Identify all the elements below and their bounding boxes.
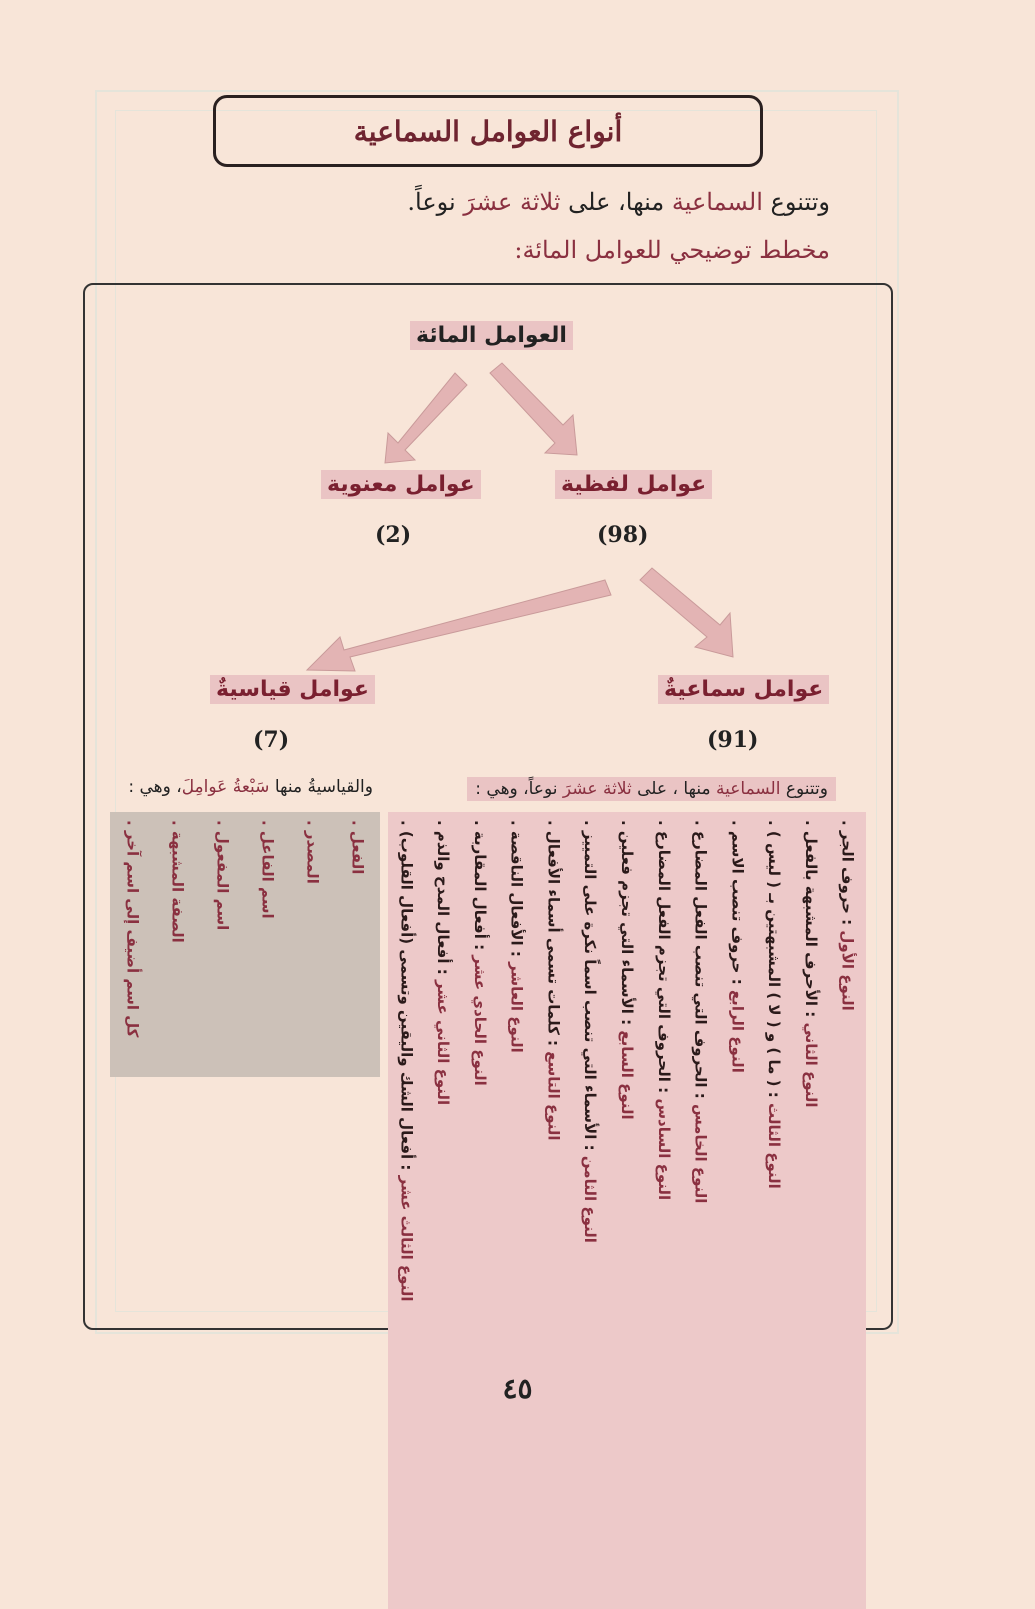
desc-text: منها ، على [631,779,716,799]
samaiya-type-ordinal: النوع الثالث عشر [397,1175,416,1302]
count-manawiya: (2) [375,522,412,548]
samaiya-type-ordinal: النوع الحادي عشر [470,955,489,1086]
samaiya-type-ordinal: النوع السادس [654,1098,673,1201]
page-title [213,95,763,167]
samaiya-type-ordinal: النوع السابع [618,1030,636,1120]
samaiya-type-item [728,820,747,1073]
intro-accent: ثلاثة عشرَ [463,188,561,216]
node-root [410,323,573,348]
samaiya-type-item [619,820,634,1120]
arrow-to-qiyasiya [307,580,611,671]
samaiya-type-ordinal: النوع العاشر [507,962,526,1053]
qiyasiya-description [128,777,373,797]
desc-text: وتتنوع [780,779,828,799]
samaiya-types-panel [388,812,866,1609]
node-manawiya-label: عوامل معنوية [321,470,481,499]
samaiya-type-text: : الأحرف المشبهة بالفعل . [801,820,820,1023]
samaiya-type-text: : الأسماء التي تجزم فعلين . [618,820,636,1031]
qiyasiya-type-item: اسم المفعول . [213,820,232,931]
samaiya-type-ordinal: النوع الثاني [801,1022,820,1108]
desc-accent: ثلاثة عشرَ [562,779,632,799]
samaiya-type-item [693,820,708,1203]
samaiya-type-item [509,820,524,1053]
node-samaiya [658,677,829,702]
qiyasiya-type-item: الصفة المشبهة . [168,820,187,943]
arrow-to-lafziya [490,363,577,455]
samaiya-type-text: : الحروف التي تنصب الفعل المضارع . [691,820,710,1104]
samaiya-type-ordinal: النوع الرابع [728,989,747,1073]
samaiya-type-item [544,820,563,1141]
qiyasiya-type-item: اسم الفاعل . [258,820,277,919]
samaiya-type-item [472,820,487,1086]
node-qiyasiya-label: عوامل قياسيةٌ [210,675,375,704]
desc-accent: السماعية [716,779,781,799]
samaiya-type-item [765,820,784,1189]
samaiya-type-text: : الأسماء التي تنصب اسماً نكرة على التمييز . [581,820,600,1156]
samaiya-type-text: : حروف الجر . [838,820,857,931]
count-qiyasiya: (7) [253,727,290,753]
page-number: ٤٥ [502,1372,533,1405]
samaiya-type-ordinal: النوع الأول [838,930,857,1011]
count-samaiya: (91) [707,727,759,753]
intro-line-1 [407,188,830,216]
samaiya-type-item [656,820,671,1200]
samaiya-type-text: : أفعال الشك واليقين وتسمى (أفعال القلوب) . [397,820,416,1176]
qiyasiya-type-item: كل اسم أضيف إلى اسم آخر . [123,820,142,1038]
samaiya-type-text: : كلمات تسمى أسماء الأفعال . [544,820,563,1052]
samaiya-type-item [840,820,855,1011]
intro-text: منها، على [560,188,672,216]
samaiya-description [467,777,836,801]
samaiya-type-text: : أفعال المدح والذم . [434,820,453,980]
arrow-to-samaiya [640,568,733,657]
qiyasiya-type-item: الفعل . [348,820,367,875]
samaiya-type-text: : حروف تنصب الاسم . [728,820,747,990]
intro-accent: السماعية [671,188,763,216]
samaiya-type-text: : الحروف التي تجزم الفعل المضارع . [654,820,673,1099]
node-lafziya-label: عوامل لفظية [555,470,712,499]
samaiya-type-item [803,820,818,1108]
samaiya-type-text: : الأفعال الناقصة . [507,820,526,963]
samaiya-type-ordinal: النوع الثاني عشر [434,979,453,1106]
samaiya-type-item [397,820,416,1302]
samaiya-type-text: : أفعال المقاربة . [470,820,489,956]
intro-line-2: مخطط توضيحي للعوامل المائة: [514,236,830,264]
samaiya-type-text: : ( ما ) و ( لا ) المشبهتين بـ ( ليس ) . [765,820,784,1103]
samaiya-type-ordinal: النوع الثامن [581,1155,600,1243]
desc-text: والقياسيةُ منها [269,777,373,797]
intro-text: نوعاً. [407,188,464,216]
node-root-label: العوامل المائة [410,321,573,350]
node-manawiya [321,472,481,497]
qiyasiya-types-panel [110,812,380,1077]
desc-accent: سَبْعةُ عَوامِلَ [181,777,270,797]
desc-text: نوعاً، وهي : [475,779,563,799]
node-lafziya [555,472,712,497]
samaiya-type-ordinal: النوع الثالث [765,1102,784,1189]
samaiya-type-ordinal: النوع التاسع [544,1051,563,1141]
samaiya-type-ordinal: النوع الخامس [691,1103,710,1204]
node-samaiya-label: عوامل سماعيةٌ [658,675,829,704]
arrow-to-manawiya [385,373,467,463]
samaiya-type-item [434,820,453,1106]
qiyasiya-type-item: المصدر . [303,820,322,884]
tree-diagram [83,283,893,1330]
intro-text: وتتنوع [762,188,830,216]
page-title-text: أنواع العوامل السماعية [353,114,623,148]
node-qiyasiya [210,677,375,702]
samaiya-type-item [581,820,600,1243]
count-lafziya: (98) [597,522,649,548]
desc-text: ، وهي : [128,777,182,797]
